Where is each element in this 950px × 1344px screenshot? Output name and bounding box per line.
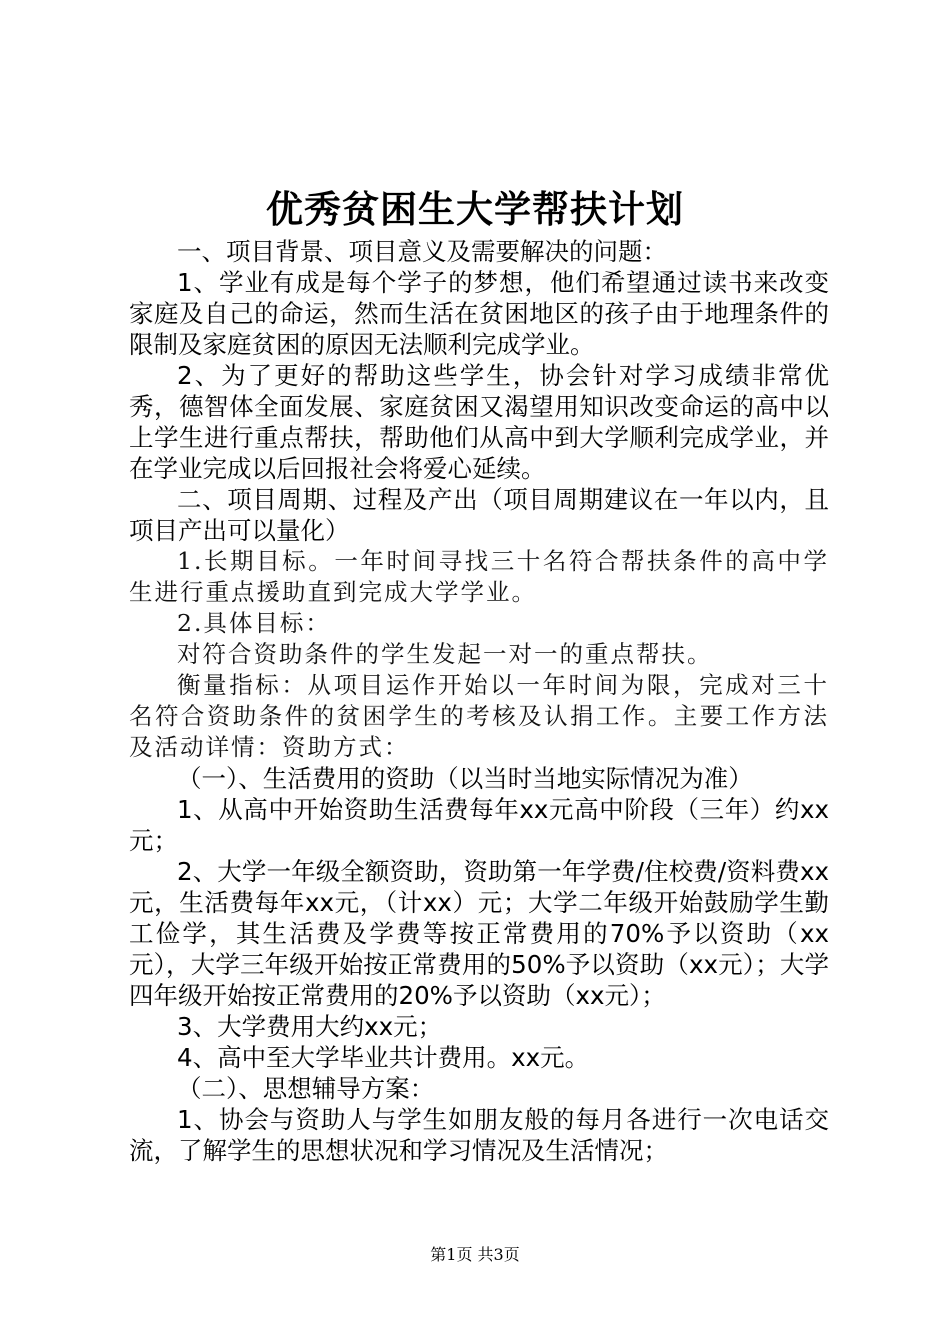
paragraph-long-term-goal: 1.长期目标。一年时间寻找三十名符合帮扶条件的高中学生进行重点援助直到完成大学学业。 — [129, 547, 829, 606]
paragraph-specific-goal: 对符合资助条件的学生发起一对一的重点帮扶。 — [177, 640, 713, 668]
paragraph-total-cost: 4、高中至大学毕业共计费用。xx元。 — [177, 1043, 590, 1072]
page-footer: 第1页 共3页 — [430, 1245, 520, 1264]
paragraph-background-1: 1、学业有成是每个学子的梦想，他们希望通过读书来改变家庭及自己的命运，然而生活在贫困地区的孩子由于地理条件的限制及家庭贫困的原因无法顺利完成学业。 — [129, 268, 829, 359]
document-body — [129, 236, 829, 1166]
subsection-heading-living-expenses: （一）、生活费用的资助（以当时当地实际情况为准） — [177, 764, 753, 793]
paragraph-university-funding: 2、大学一年级全额资助，资助第一年学费/住校费/资料费xx元，生活费每年xx元，（计xx）元；大学二年级开始鼓励学生勤工俭学，其生活费及学费等按正常费用的70%予以资助（xx元），大学三年级开始按正常费用的50%予以资助（xx元）；大学四年级开始按正常费用的20%予以资助（xx元）； — [129, 857, 829, 1010]
paragraph-high-school-funding: 1、从高中开始资助生活费每年xx元高中阶段（三年）约xx元； — [129, 795, 829, 855]
paragraph-metrics: 衡量指标：从项目运作开始以一年时间为限，完成对三十名符合资助条件的贫困学生的考核及认捐工作。主要工作方法及活动详情：资助方式： — [129, 671, 829, 761]
section-heading-cycle: 二、项目周期、过程及产出（项目周期建议在一年以内，且项目产出可以量化） — [129, 485, 829, 545]
document-title: 优秀贫困生大学帮扶计划 — [266, 187, 684, 231]
subsection-heading-guidance: （二）、思想辅导方案： — [177, 1074, 435, 1103]
paragraph-university-cost: 3、大学费用大约xx元； — [177, 1012, 443, 1041]
paragraph-guidance-1: 1、协会与资助人与学生如朋友般的每月各进行一次电话交流，了解学生的思想状况和学习情况及生活情况； — [129, 1105, 829, 1165]
section-heading-background: 一、项目背景、项目意义及需要解决的问题： — [177, 237, 667, 266]
paragraph-background-2: 2、为了更好的帮助这些学生，协会针对学习成绩非常优秀，德智体全面发展、家庭贫困又渴望用知识改变命运的高中以上学生进行重点帮扶，帮助他们从高中到大学顺利完成学业，并在学业完成以后回报社会将爱心延续。 — [129, 361, 829, 483]
paragraph-specific-goal-label: 2.具体目标： — [177, 609, 331, 637]
